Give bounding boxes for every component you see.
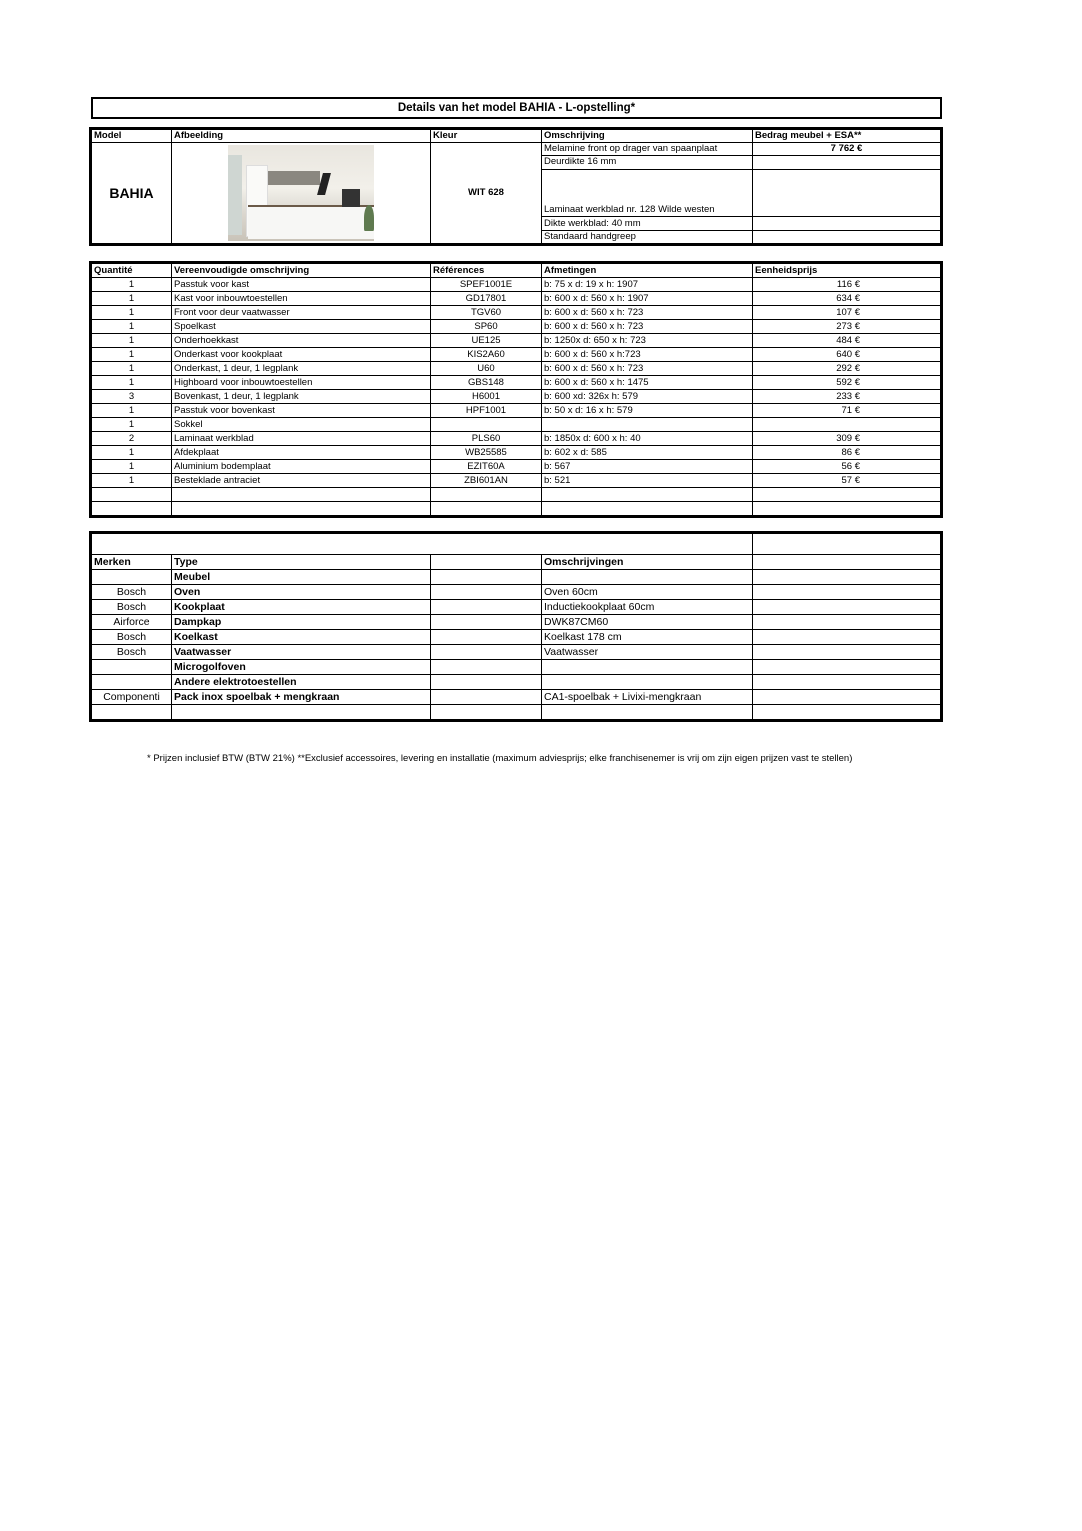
item-reference: UE125 [431,334,542,348]
price-value: 7 762 € [753,143,941,156]
kitchen-image [228,145,374,241]
item-unit-price: 292 € [753,362,941,376]
table-row [92,630,941,645]
appliance-description: Koelkast 178 cm [542,630,753,645]
item-quantity: 1 [92,474,172,488]
item-dimensions: b: 521 [542,474,753,488]
item-dimensions: b: 600 x d: 560 x h: 723 [542,306,753,320]
table-row [92,600,941,615]
appliance-brand [92,570,172,585]
item-reference: SPEF1001E [431,278,542,292]
item-quantity: 1 [92,334,172,348]
table-row [92,570,941,585]
item-quantity: 1 [92,404,172,418]
item-quantity: 1 [92,362,172,376]
description-line: Dikte werkblad: 40 mm [542,217,753,230]
table-row [92,306,941,320]
appliance-brand: Bosch [92,645,172,660]
header-price: Bedrag meubel + ESA** [753,130,941,143]
item-reference: PLS60 [431,432,542,446]
color-value: WIT 628 [431,143,542,244]
item-unit-price: 592 € [753,376,941,390]
item-unit-price: 484 € [753,334,941,348]
item-quantity: 1 [92,278,172,292]
appliance-type: Vaatwasser [172,645,431,660]
item-description [172,488,431,502]
item-description: Highboard voor inbouwtoestellen [172,376,431,390]
description-line: Melamine front op drager van spaanplaat [542,143,753,156]
item-description: Onderkast voor kookplaat [172,348,431,362]
item-unit-price: 116 € [753,278,941,292]
item-unit-price: 57 € [753,474,941,488]
item-description: Onderhoekkast [172,334,431,348]
item-description: Besteklade antraciet [172,474,431,488]
item-description: Laminaat werkblad [172,432,431,446]
item-dimensions [542,418,753,432]
item-reference: KIS2A60 [431,348,542,362]
header-descriptions: Omschrijvingen [542,555,753,570]
item-unit-price: 86 € [753,446,941,460]
item-dimensions [542,488,753,502]
item-dimensions: b: 600 x d: 560 x h: 723 [542,362,753,376]
appliance-brand: Componenti [92,690,172,705]
appliance-type: Oven [172,585,431,600]
appliance-brand: Bosch [92,630,172,645]
header-simple-description: Vereenvoudigde omschrijving [172,264,431,278]
appliance-description [542,705,753,720]
table-row [92,705,941,720]
item-dimensions: b: 600 xd: 326x h: 579 [542,390,753,404]
item-reference: SP60 [431,320,542,334]
item-reference: WB25585 [431,446,542,460]
item-reference: U60 [431,362,542,376]
item-dimensions [542,502,753,516]
items-table [91,263,941,516]
table-row [92,348,941,362]
item-description: Sokkel [172,418,431,432]
item-reference: TGV60 [431,306,542,320]
appliance-brand [92,660,172,675]
item-dimensions: b: 600 x d: 560 x h: 1475 [542,376,753,390]
appliance-type: Koelkast [172,630,431,645]
item-unit-price: 233 € [753,390,941,404]
item-reference: EZIT60A [431,460,542,474]
item-quantity: 2 [92,432,172,446]
item-description: Bovenkast, 1 deur, 1 legplank [172,390,431,404]
table-row [92,690,941,705]
appliance-description: Vaatwasser [542,645,753,660]
appliance-description [542,570,753,585]
table-row [92,334,941,348]
page-title: Details van het model BAHIA - L-opstelling* [91,97,942,119]
item-dimensions: b: 50 x d: 16 x h: 579 [542,404,753,418]
item-dimensions: b: 567 [542,460,753,474]
header-references: Références [431,264,542,278]
header-brands: Merken [92,555,172,570]
footnote: * Prijzen inclusief BTW (BTW 21%) **Exclusief accessoires, levering en installatie (maximum adviesprijs; elke franchisenemer is vrij om zijn eigen prijzen vast te stellen) [147,753,853,764]
item-quantity: 1 [92,292,172,306]
item-unit-price [753,418,941,432]
header-type: Type [172,555,431,570]
table-row [92,278,941,292]
model-name: BAHIA [92,143,172,244]
item-dimensions: b: 1250x d: 650 x h: 723 [542,334,753,348]
item-dimensions: b: 600 x d: 560 x h: 1907 [542,292,753,306]
item-unit-price [753,502,941,516]
header-color: Kleur [431,130,542,143]
description-line: Standaard handgreep [542,230,753,243]
item-unit-price: 273 € [753,320,941,334]
item-unit-price: 640 € [753,348,941,362]
description-line: Deurdikte 16 mm [542,156,753,169]
header-unit-price: Eenheidsprijs [753,264,941,278]
table-row [92,362,941,376]
appliances-table [91,533,941,720]
table-row [92,645,941,660]
item-quantity: 1 [92,446,172,460]
appliance-type: Pack inox spoelbak + mengkraan [172,690,431,705]
table-row [92,292,941,306]
table-row [92,404,941,418]
item-quantity [92,488,172,502]
item-quantity: 1 [92,306,172,320]
item-dimensions: b: 75 x d: 19 x h: 1907 [542,278,753,292]
description-line: Laminaat werkblad nr. 128 Wilde westen [542,169,753,217]
header-quantity: Quantité [92,264,172,278]
header-model: Model [92,130,172,143]
kitchen-image-cell [172,143,431,244]
item-quantity: 1 [92,418,172,432]
table-row [92,418,941,432]
item-unit-price: 634 € [753,292,941,306]
table-row [92,460,941,474]
item-description [172,502,431,516]
item-description: Aluminium bodemplaat [172,460,431,474]
summary-table [91,129,941,244]
item-unit-price: 71 € [753,404,941,418]
table-row [92,675,941,690]
item-quantity: 1 [92,320,172,334]
item-description: Passtuk voor kast [172,278,431,292]
item-dimensions: b: 602 x d: 585 [542,446,753,460]
appliance-brand [92,675,172,690]
item-reference [431,418,542,432]
table-row [92,320,941,334]
item-reference [431,502,542,516]
item-description: Onderkast, 1 deur, 1 legplank [172,362,431,376]
table-row [92,488,941,502]
table-row [92,660,941,675]
item-quantity: 1 [92,376,172,390]
item-unit-price: 309 € [753,432,941,446]
item-reference: GBS148 [431,376,542,390]
table-row [92,474,941,488]
appliance-brand: Bosch [92,600,172,615]
appliance-type: Andere elektrotoestellen [172,675,431,690]
item-description: Front voor deur vaatwasser [172,306,431,320]
item-description: Afdekplaat [172,446,431,460]
item-quantity [92,502,172,516]
appliance-description: Oven 60cm [542,585,753,600]
item-unit-price [753,488,941,502]
appliance-type: Dampkap [172,615,431,630]
appliance-description: DWK87CM60 [542,615,753,630]
item-reference: HPF1001 [431,404,542,418]
appliance-type: Kookplaat [172,600,431,615]
appliance-type: Microgolfoven [172,660,431,675]
header-description: Omschrijving [542,130,753,143]
header-dimensions: Afmetingen [542,264,753,278]
item-unit-price: 107 € [753,306,941,320]
appliance-brand: Bosch [92,585,172,600]
appliance-description: CA1-spoelbak + Livixi-mengkraan [542,690,753,705]
table-row [92,446,941,460]
appliance-type [172,705,431,720]
item-quantity: 1 [92,348,172,362]
appliance-description [542,675,753,690]
item-description: Kast voor inbouwtoestellen [172,292,431,306]
item-dimensions: b: 600 x d: 560 x h: 723 [542,320,753,334]
appliance-type: Meubel [172,570,431,585]
appliance-description [542,660,753,675]
item-quantity: 1 [92,460,172,474]
item-description: Passtuk voor bovenkast [172,404,431,418]
item-reference: ZBI601AN [431,474,542,488]
table-row [92,615,941,630]
table-row [92,390,941,404]
item-description: Spoelkast [172,320,431,334]
item-reference [431,488,542,502]
appliance-brand: Airforce [92,615,172,630]
item-quantity: 3 [92,390,172,404]
header-image: Afbeelding [172,130,431,143]
appliance-description: Inductiekookplaat 60cm [542,600,753,615]
table-row [92,376,941,390]
item-dimensions: b: 1850x d: 600 x h: 40 [542,432,753,446]
appliance-brand [92,705,172,720]
item-unit-price: 56 € [753,460,941,474]
item-dimensions: b: 600 x d: 560 x h:723 [542,348,753,362]
table-row [92,502,941,516]
item-reference: GD17801 [431,292,542,306]
table-row [92,585,941,600]
table-row [92,432,941,446]
item-reference: H6001 [431,390,542,404]
